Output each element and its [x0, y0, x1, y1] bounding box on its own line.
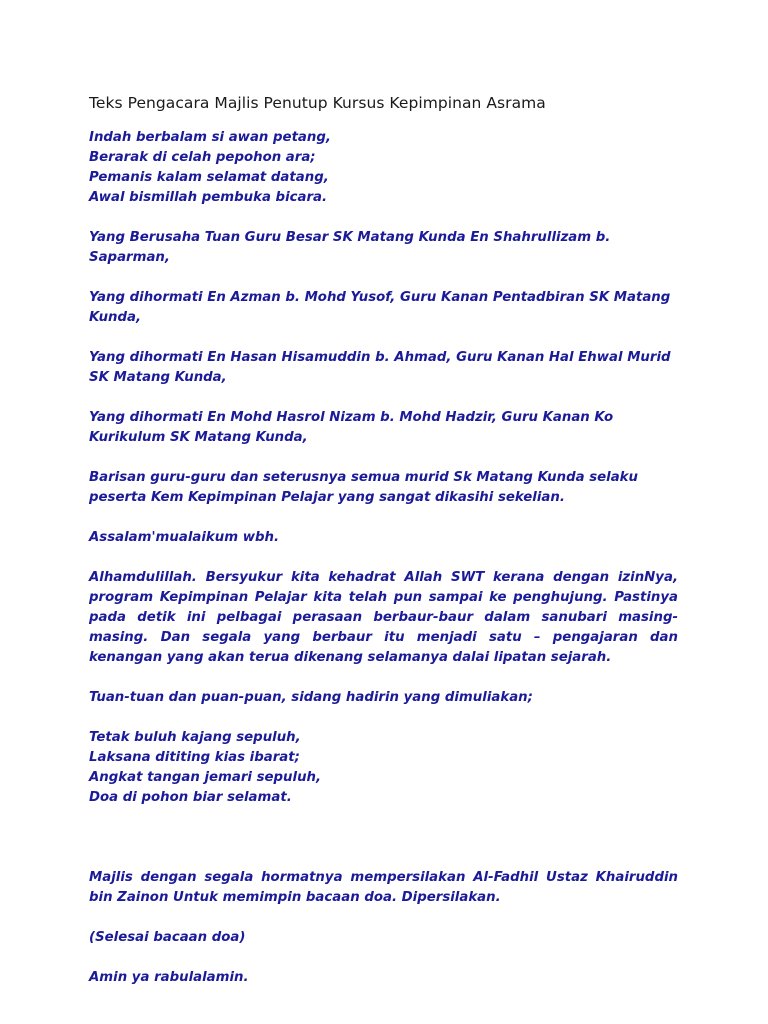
- pantun-line: Awal bismillah pembuka bicara.: [89, 190, 328, 205]
- salam-paragraph: Assalam'mualaikum wbh.: [89, 530, 280, 545]
- pantun-line: Angkat tangan jemari sepuluh,: [89, 770, 322, 785]
- pantun-line: Doa di pohon biar selamat.: [89, 790, 292, 805]
- pantun-line: Berarak di celah pepohon ara;: [89, 150, 316, 165]
- amin-paragraph: Amin ya rabulalamin.: [89, 970, 249, 985]
- selesai-doa-note: (Selesai bacaan doa): [89, 930, 246, 945]
- greeting-gk-kokurikulum: Yang dihormati En Mohd Hasrol Nizam b. Mohd Hadzir, Guru Kanan Ko Kurikulum SK Matang Kunda,: [89, 410, 614, 445]
- pantun-line: Indah berbalam si awan petang,: [89, 130, 331, 145]
- majlis-doa-paragraph: Majlis dengan segala hormatnya mempersilakan Al-Fadhil Ustaz Khairuddin bin Zainon Untuk memimpin bacaan doa. Dipersilakan.: [89, 870, 678, 905]
- pantun-line: Laksana dititing kias ibarat;: [89, 750, 300, 765]
- greeting-gk-pentadbiran: Yang dihormati En Azman b. Mohd Yusof, Guru Kanan Pentadbiran SK Matang Kunda,: [89, 290, 671, 325]
- tuan-tuan-paragraph: Tuan-tuan dan puan-puan, sidang hadirin yang dimuliakan;: [89, 690, 533, 705]
- closing-pantun: [89, 728, 678, 808]
- opening-pantun: [89, 128, 678, 208]
- alhamdulillah-paragraph: Alhamdulillah. Bersyukur kita kehadrat Allah SWT kerana dengan izinNya, program Kepimpinan Pelajar kita telah pun sampai ke penghujung. Pastinya pada detik ini pelbagai perasaan berbaur-baur dalam sanubari masing-masing. Dan segala yang berbaur itu menjadi satu – pengajaran dan kenangan yang akan terua dikenang selamanya dalai lipatan sejarah.: [89, 570, 678, 665]
- greeting-gk-hem: Yang dihormati En Hasan Hisamuddin b. Ahmad, Guru Kanan Hal Ehwal Murid SK Matang Kunda,: [89, 350, 671, 385]
- document-title: Teks Pengacara Majlis Penutup Kursus Kepimpinan Asrama: [89, 94, 546, 112]
- pantun-line: Tetak buluh kajang sepuluh,: [89, 730, 301, 745]
- greeting-guru-besar: Yang Berusaha Tuan Guru Besar SK Matang Kunda En Shahrullizam b. Saparman,: [89, 230, 611, 265]
- spacer: [89, 828, 678, 868]
- greeting-guru-murid: Barisan guru-guru dan seterusnya semua murid Sk Matang Kunda selaku peserta Kem Kepimpinan Pelajar yang sangat dikasihi sekelian.: [89, 470, 638, 505]
- pantun-line: Pemanis kalam selamat datang,: [89, 170, 329, 185]
- document-page: [89, 92, 678, 1008]
